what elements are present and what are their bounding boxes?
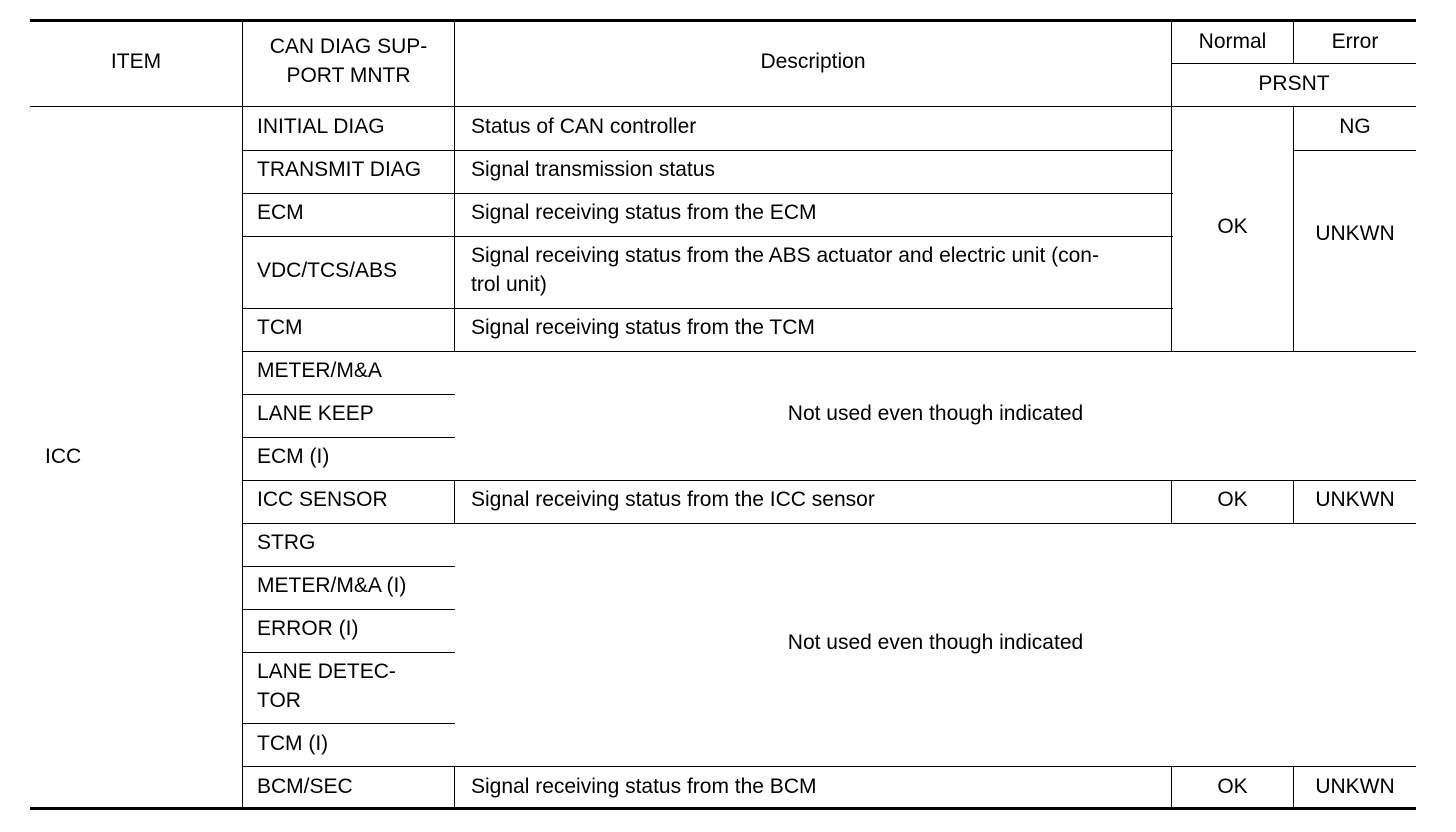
mntr-cell: ICC SENSOR	[257, 488, 388, 511]
description-cell: Signal receiving status from the ICC sensor	[471, 488, 875, 511]
row-divider	[243, 308, 1173, 309]
mntr-cell: ECM	[257, 201, 304, 224]
row-divider	[243, 394, 455, 395]
description-cell: Status of CAN controller	[471, 115, 697, 138]
mntr-cell: METER/M&A (I)	[257, 574, 407, 597]
header-can-diag-support-mntr: CAN DIAG SUP- PORT MNTR	[269, 35, 428, 87]
mntr-cell: ECM (I)	[257, 445, 330, 468]
mntr-cell: BCM/SEC	[257, 775, 353, 798]
row-divider	[1294, 150, 1416, 151]
row-divider	[243, 523, 1416, 524]
row-divider	[243, 566, 455, 567]
item-icc: ICC	[45, 445, 82, 468]
row-divider	[243, 351, 1416, 352]
error-unkwn: UNKWN	[1315, 222, 1395, 245]
not-used-note: Not used even though indicated	[787, 402, 1084, 425]
description-cell: Signal receiving status from the ABS actuator and electric unit (con- trol unit)	[471, 244, 1099, 296]
description-cell: Signal receiving status from the TCM	[471, 316, 815, 339]
header-prsnt: PRSNT	[1258, 72, 1330, 95]
normal-ok: OK	[1217, 215, 1248, 238]
mntr-cell: TRANSMIT DIAG	[257, 158, 422, 181]
row-divider	[243, 193, 1173, 194]
row-divider	[243, 437, 455, 438]
description-cell: Signal receiving status from the BCM	[471, 775, 817, 798]
header-item: ITEM	[110, 50, 162, 73]
mntr-cell: METER/M&A	[257, 359, 382, 382]
description-cell: Signal transmission status	[471, 158, 715, 181]
col-divider	[242, 21, 243, 808]
mntr-cell: LANE DETEC- TOR	[257, 660, 396, 712]
row-divider	[243, 236, 1173, 237]
description-cell: Signal receiving status from the ECM	[471, 201, 817, 224]
error-unkwn: UNKWN	[1315, 775, 1395, 798]
error-ng: NG	[1339, 115, 1371, 138]
col-divider	[454, 480, 455, 524]
row-divider	[243, 609, 455, 610]
mntr-cell: TCM (I)	[257, 732, 329, 755]
header-description: Description	[760, 50, 866, 73]
mntr-cell: INITIAL DIAG	[257, 115, 385, 138]
not-used-note: Not used even though indicated	[787, 631, 1084, 654]
row-divider	[243, 723, 455, 724]
mntr-cell: VDC/TCS/ABS	[257, 259, 398, 282]
mntr-cell: ERROR (I)	[257, 617, 359, 640]
row-divider	[243, 766, 1416, 767]
normal-ok: OK	[1217, 488, 1248, 511]
header-bottom-border	[30, 106, 1416, 107]
row-divider	[243, 150, 1173, 151]
normal-ok: OK	[1217, 775, 1248, 798]
mntr-cell: TCM	[257, 316, 303, 339]
mntr-cell: LANE KEEP	[257, 402, 374, 425]
header-normal: Normal	[1198, 30, 1267, 53]
bottom-border	[30, 807, 1416, 810]
header-sub-divider	[1172, 63, 1416, 64]
error-unkwn: UNKWN	[1315, 488, 1395, 511]
header-error: Error	[1331, 30, 1379, 53]
mntr-cell: STRG	[257, 531, 316, 554]
top-border	[30, 19, 1416, 22]
row-divider	[243, 652, 455, 653]
row-divider	[243, 480, 1416, 481]
col-divider	[454, 766, 455, 808]
